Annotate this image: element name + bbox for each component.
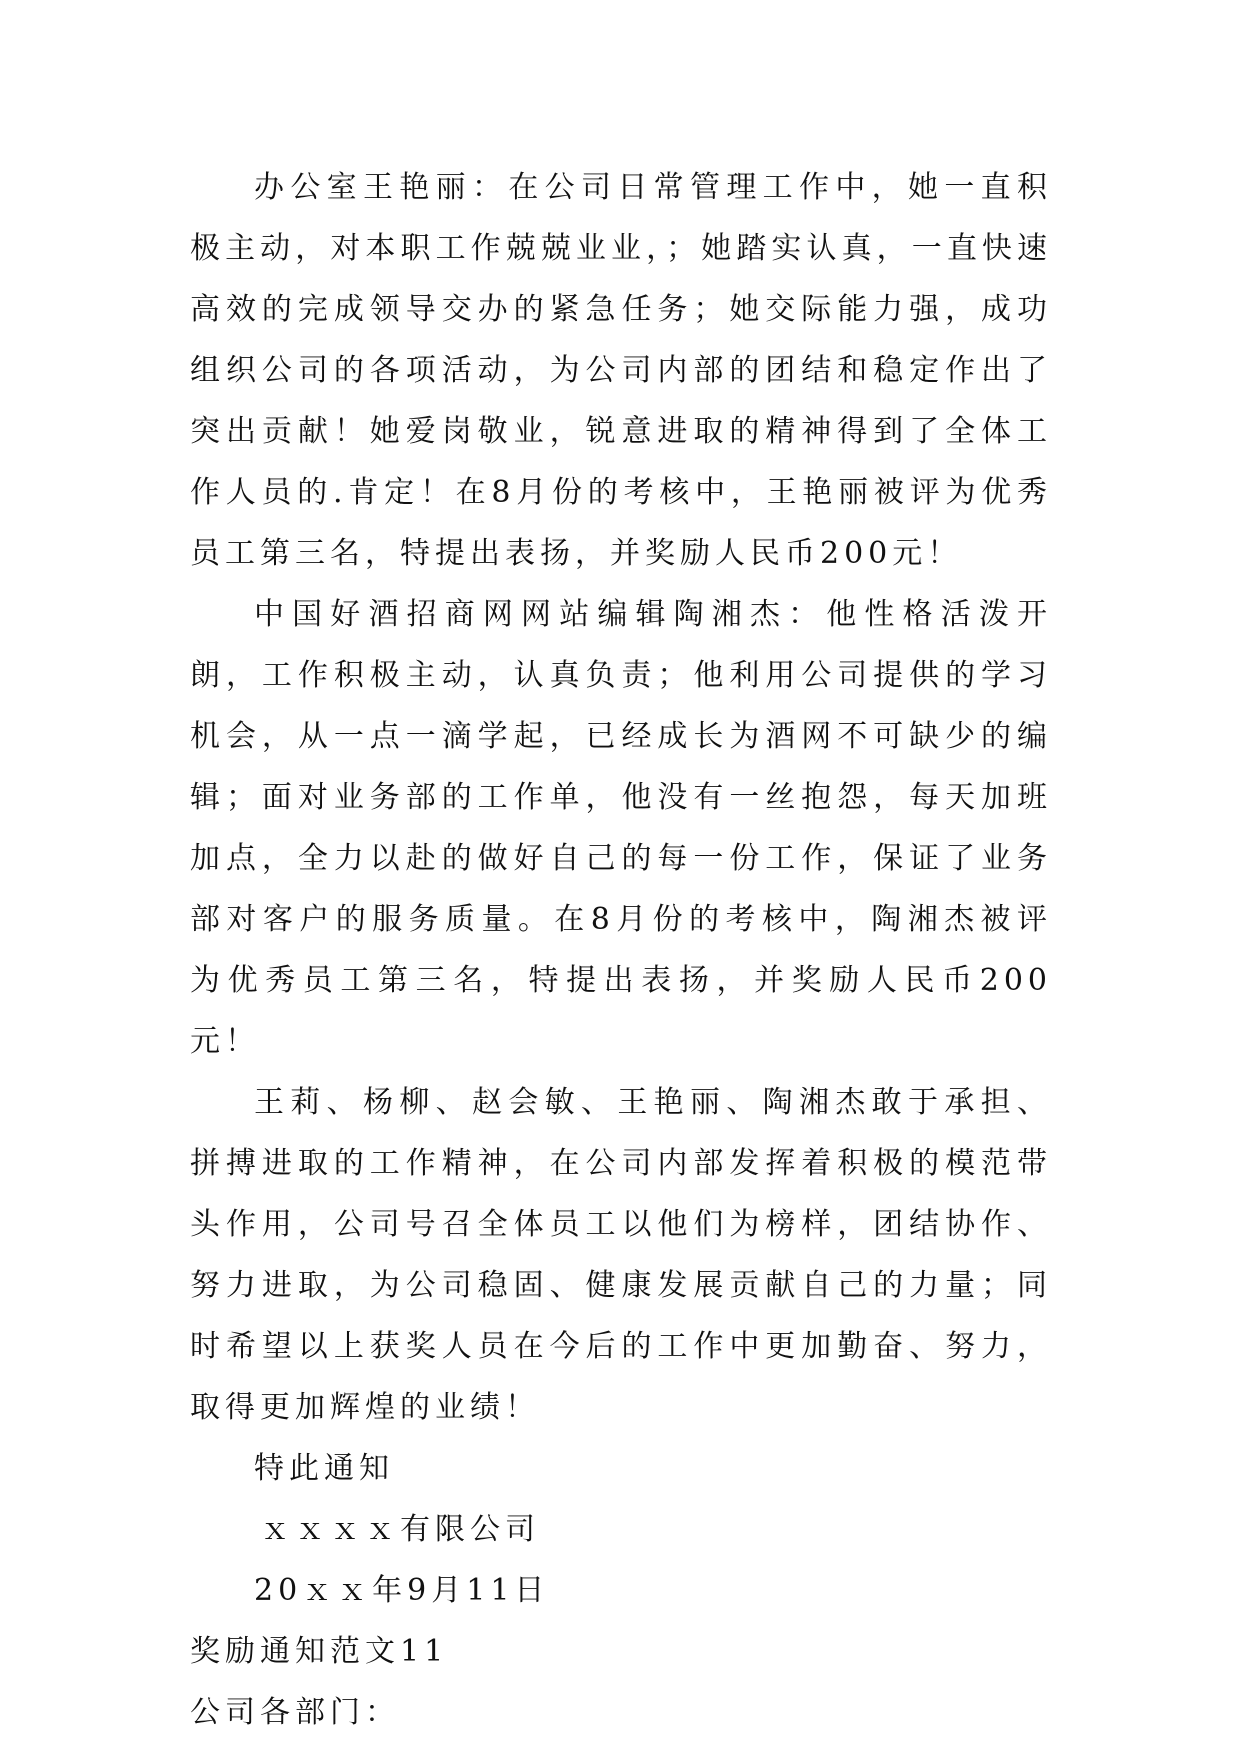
document-body [190, 157, 1052, 1743]
paragraph-tao-xiangjie: 中国好酒招商网网站编辑陶湘杰：他性格活泼开朗，工作积极主动，认真负责；他利用公司提供的学习机会，从一点一滴学起，已经成长为酒网不可缺少的编辑；面对业务部的工作单，他没有一丝抱怨，每天加班加点，全力以赴的做好自己的每一份工作，保证了业务部对客户的服务质量。在8月份的考核中，陶湘杰被评为优秀员工第三名，特提出表扬，并奖励人民币200元！ [190, 597, 1052, 1059]
next-notice-title: 奖励通知范文11 [190, 1634, 449, 1669]
paragraph-summary: 王莉、杨柳、赵会敏、王艳丽、陶湘杰敢于承担、拼搏进取的工作精神，在公司内部发挥着积极的模范带头作用，公司号召全体员工以他们为榜样，团结协作、努力进取，为公司稳固、健康发展贡献自己的力量；同时希望以上获奖人员在今后的工作中更加勤奋、努力，取得更加辉煌的业绩！ [190, 1085, 1052, 1425]
signature-date: 20ｘｘ年9月11日 [254, 1573, 550, 1608]
closing-line: 特此通知 [254, 1451, 394, 1486]
paragraph-wang-yanli: 办公室王艳丽：在公司日常管理工作中，她一直积极主动，对本职工作兢兢业业，；她踏实认真，一直快速高效的完成领导交办的紧急任务；她交际能力强，成功组织公司的各项活动，为公司内部的团结和稳定作出了突出贡献！她爱岗敬业，锐意进取的精神得到了全体工作人员的.肯定！在8月份的考核中，王艳丽被评为优秀员工第三名，特提出表扬，并奖励人民币200元！ [190, 170, 1052, 571]
company-signature: ｘｘｘｘ有限公司 [260, 1512, 540, 1547]
next-notice-salutation: 公司各部门： [190, 1695, 400, 1730]
